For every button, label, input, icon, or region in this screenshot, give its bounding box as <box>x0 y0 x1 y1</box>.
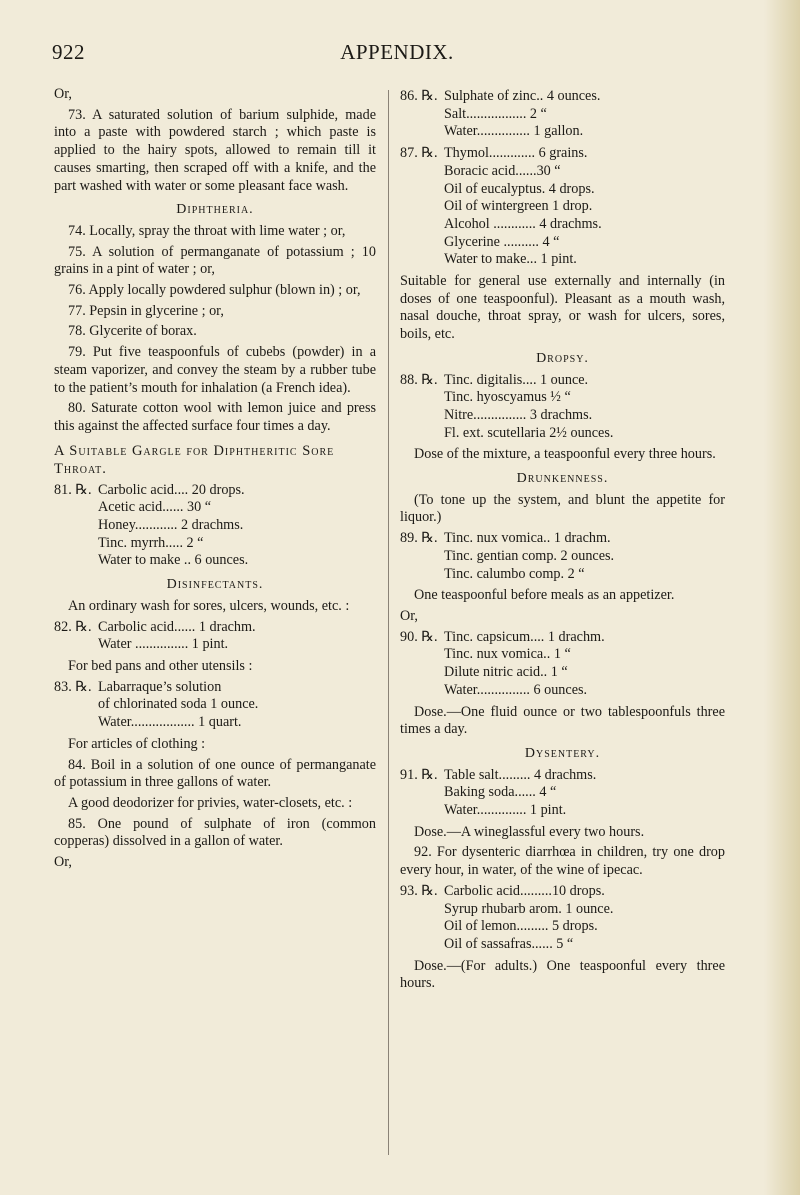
prescription-line <box>400 216 725 234</box>
prescription-number: 93. ℞. <box>400 882 438 899</box>
section-heading: A Suitable Gargle for Diphtheritic Sore Throat. <box>54 442 335 477</box>
section-heading: Dysentery. <box>524 745 601 761</box>
paragraph: 84. Boil in a solution of one ounce of permanganate of potassium in three gallons of water. <box>54 756 376 791</box>
prescription-number <box>400 181 444 199</box>
prescription-number <box>54 552 98 570</box>
paragraph: Suitable for general use externally and internally (in doses of one teaspoonful). Pleasant as a mouth wash, nasal douche, throat spray, or wash for ulcers, sores, boils, etc. <box>400 273 725 343</box>
prescription-number <box>54 714 98 732</box>
prescription-ingredient: Carbolic acid.... 20 drops. <box>98 481 245 498</box>
prescription-line <box>54 679 376 697</box>
prescription-number: 88. ℞. <box>400 371 438 388</box>
prescription-ingredient: Nitre............... 3 drachms. <box>444 406 593 423</box>
prescription-line <box>54 535 376 553</box>
prescription-ingredient: Tinc. capsicum.... 1 drachm. <box>444 628 605 645</box>
paragraph: Dose of the mixture, a teaspoonful every three hours. <box>414 446 716 463</box>
left-column <box>54 86 376 875</box>
prescription <box>400 88 725 141</box>
prescription-ingredient: Acetic acid...... 30 “ <box>98 499 212 516</box>
prescription-line <box>54 696 376 714</box>
prescription-number <box>400 802 444 820</box>
prescription-line <box>400 407 725 425</box>
prescription-line <box>400 883 725 901</box>
prescription-ingredient: Water to make... 1 pint. <box>444 251 577 268</box>
prescription-line <box>400 548 725 566</box>
paragraph: For articles of clothing : <box>68 735 206 752</box>
prescription-number <box>400 106 444 124</box>
page-header <box>52 40 742 70</box>
prescription-number <box>400 548 444 566</box>
prescription-ingredient: Fl. ext. scutellaria 2½ ounces. <box>444 424 614 441</box>
prescription-ingredient: Oil of wintergreen 1 drop. <box>444 198 593 215</box>
prescription-ingredient: Water............... 1 gallon. <box>444 123 584 140</box>
paragraph: Dose.—One fluid ounce or two tablespoonfuls three times a day. <box>400 703 725 738</box>
prescription-number <box>54 535 98 553</box>
prescription-number <box>400 234 444 252</box>
paragraph: 76. Apply locally powdered sulphur (blown in) ; or, <box>68 282 361 299</box>
prescription-line <box>400 389 725 407</box>
prescription-ingredient: Water.................. 1 quart. <box>98 714 242 731</box>
prescription-line <box>400 425 725 443</box>
prescription-line <box>400 918 725 936</box>
prescription-ingredient: Labarraque’s solution <box>98 678 222 695</box>
prescription-ingredient: Sulphate of zinc.. 4 ounces. <box>444 88 601 104</box>
prescription-ingredient: Oil of eucalyptus. 4 drops. <box>444 180 595 197</box>
section-heading: Diphtheria. <box>176 202 254 218</box>
prescription-line <box>400 629 725 647</box>
prescription-ingredient: of chlorinated soda 1 ounce. <box>98 696 259 713</box>
prescription-number <box>400 251 444 269</box>
prescription-line <box>400 530 725 548</box>
prescription <box>54 679 376 732</box>
prescription-number <box>400 918 444 936</box>
right-column <box>400 86 725 996</box>
prescription-ingredient: Tinc. calumbo comp. 2 “ <box>444 565 585 582</box>
prescription-number <box>400 425 444 443</box>
paragraph: 78. Glycerite of borax. <box>68 323 197 340</box>
prescription-line <box>400 784 725 802</box>
prescription-line <box>400 123 725 141</box>
paragraph: An ordinary wash for sores, ulcers, wounds, etc. : <box>68 597 350 614</box>
prescription-line <box>400 163 725 181</box>
prescription-number: 90. ℞. <box>400 628 438 645</box>
prescription <box>400 883 725 954</box>
page-number: 922 <box>52 40 85 64</box>
prescription-ingredient: Dilute nitric acid.. 1 “ <box>444 664 568 681</box>
prescription-number <box>54 517 98 535</box>
paragraph: Dose.—(For adults.) One teaspoonful every three hours. <box>400 957 725 992</box>
prescription-ingredient: Oil of lemon......... 5 drops. <box>444 918 598 935</box>
prescription-number <box>400 389 444 407</box>
prescription-line <box>54 499 376 517</box>
prescription-number <box>400 566 444 584</box>
prescription-number <box>400 784 444 802</box>
prescription-ingredient: Baking soda...... 4 “ <box>444 784 557 801</box>
prescription-number <box>400 407 444 425</box>
prescription-number <box>54 696 98 714</box>
prescription-number: 89. ℞. <box>400 530 438 547</box>
prescription-number: 87. ℞. <box>400 145 438 162</box>
prescription-line <box>400 802 725 820</box>
prescription-number <box>400 198 444 216</box>
prescription-ingredient: Salt................. 2 “ <box>444 105 547 122</box>
prescription-line <box>400 234 725 252</box>
prescription-number <box>400 936 444 954</box>
prescription-line <box>54 636 376 654</box>
prescription-ingredient: Oil of sassafras...... 5 “ <box>444 935 574 952</box>
prescription <box>400 629 725 700</box>
prescription-ingredient: Tinc. nux vomica.. 1 “ <box>444 646 571 663</box>
page-title: APPENDIX. <box>340 40 454 64</box>
prescription-ingredient: Water to make .. 6 ounces. <box>98 552 249 569</box>
prescription <box>400 145 725 269</box>
prescription-number: 91. ℞. <box>400 766 438 783</box>
paragraph: Or, <box>54 854 72 871</box>
paragraph: 79. Put five teaspoonfuls of cubebs (powder) in a steam vaporizer, and convey the steam by a rubber tube to the patient’s mouth for inhalation (a French idea). <box>54 344 376 396</box>
page-edge-stain <box>764 0 800 1195</box>
prescription-ingredient: Water.............. 1 pint. <box>444 802 567 819</box>
prescription-line <box>400 198 725 216</box>
prescription <box>400 372 725 443</box>
section-heading: Disinfectants. <box>166 577 264 593</box>
column-divider <box>388 90 389 1155</box>
prescription <box>54 482 376 571</box>
prescription-ingredient: Honey............ 2 drachms. <box>98 517 244 534</box>
prescription-ingredient: Tinc. digitalis.... 1 ounce. <box>444 371 589 388</box>
prescription-line <box>400 145 725 163</box>
prescription-line <box>400 106 725 124</box>
paragraph: Dose.—A wineglassful every two hours. <box>414 823 645 840</box>
paragraph: 75. A solution of permanganate of potassium ; 10 grains in a pint of water ; or, <box>54 243 376 278</box>
prescription-line <box>400 181 725 199</box>
prescription-line <box>400 251 725 269</box>
prescription-ingredient: Carbolic acid...... 1 drachm. <box>98 618 256 635</box>
paragraph: 80. Saturate cotton wool with lemon juice and press this against the affected surface four times a day. <box>54 400 376 434</box>
paragraph: One teaspoonful before meals as an appetizer. <box>414 587 675 604</box>
prescription-line <box>400 88 725 106</box>
prescription-ingredient: Syrup rhubarb arom. 1 ounce. <box>444 900 614 917</box>
prescription-line <box>400 901 725 919</box>
section-heading: Dropsy. <box>536 350 589 366</box>
paragraph: 92. For dysenteric diarrhœa in children, try one drop every hour, in water, of the wine of ipecac. <box>400 844 725 879</box>
prescription-number <box>400 123 444 141</box>
prescription-ingredient: Carbolic acid.........10 drops. <box>444 882 605 899</box>
paragraph: (To tone up the system, and blunt the appetite for liquor.) <box>400 491 725 526</box>
prescription-ingredient: Glycerine .......... 4 “ <box>444 233 560 250</box>
prescription-ingredient: Boracic acid......30 “ <box>444 162 561 179</box>
paragraph: Or, <box>400 607 418 624</box>
prescription-line <box>54 714 376 732</box>
prescription-number <box>400 682 444 700</box>
prescription-number: 83. ℞. <box>54 678 92 695</box>
paragraph: Or, <box>54 86 72 102</box>
prescription-line <box>400 682 725 700</box>
paragraph: 85. One pound of sulphate of iron (common copperas) dissolved in a gallon of water. <box>54 815 376 850</box>
prescription-number <box>400 646 444 664</box>
prescription-ingredient: Tinc. nux vomica.. 1 drachm. <box>444 530 611 547</box>
prescription-line <box>400 664 725 682</box>
prescription-line <box>54 552 376 570</box>
prescription-line <box>54 482 376 500</box>
prescription-ingredient: Tinc. hyoscyamus ½ “ <box>444 389 571 406</box>
prescription-line <box>400 767 725 785</box>
paragraph: A good deodorizer for privies, water-closets, etc. : <box>68 794 353 811</box>
prescription <box>400 767 725 820</box>
prescription-number: 86. ℞. <box>400 88 438 104</box>
paragraph: For bed pans and other utensils : <box>68 657 253 674</box>
prescription-number <box>400 901 444 919</box>
prescription-ingredient: Alcohol ............ 4 drachms. <box>444 215 602 232</box>
prescription-number: 82. ℞. <box>54 618 92 635</box>
prescription <box>54 619 376 654</box>
prescription-ingredient: Tinc. myrrh..... 2 “ <box>98 534 204 551</box>
prescription-line <box>400 936 725 954</box>
paragraph: 77. Pepsin in glycerine ; or, <box>68 302 224 319</box>
prescription-number: 81. ℞. <box>54 481 92 498</box>
prescription-ingredient: Table salt......... 4 drachms. <box>444 766 597 783</box>
paragraph: 73. A saturated solution of barium sulphide, made into a paste with powdered starch ; which paste is applied to the hairy spots, allowed to remain till it causes smarting, then scraped off with a knife, and the part washed with water or some pleasant face wash. <box>54 106 376 194</box>
prescription-line <box>400 566 725 584</box>
prescription-number <box>54 636 98 654</box>
paragraph: 74. Locally, spray the throat with lime water ; or, <box>68 222 346 239</box>
section-heading: Drunkenness. <box>516 471 609 487</box>
prescription-ingredient: Water............... 6 ounces. <box>444 681 588 698</box>
prescription-line <box>400 646 725 664</box>
prescription-ingredient: Tinc. gentian comp. 2 ounces. <box>444 547 615 564</box>
prescription-number <box>400 163 444 181</box>
prescription-line <box>54 517 376 535</box>
prescription-ingredient: Water ............... 1 pint. <box>98 636 229 653</box>
prescription-number <box>400 664 444 682</box>
prescription-line <box>54 619 376 637</box>
prescription-ingredient: Thymol............. 6 grains. <box>444 145 588 162</box>
prescription <box>400 530 725 583</box>
prescription-line <box>400 372 725 390</box>
prescription-number <box>54 499 98 517</box>
prescription-number <box>400 216 444 234</box>
